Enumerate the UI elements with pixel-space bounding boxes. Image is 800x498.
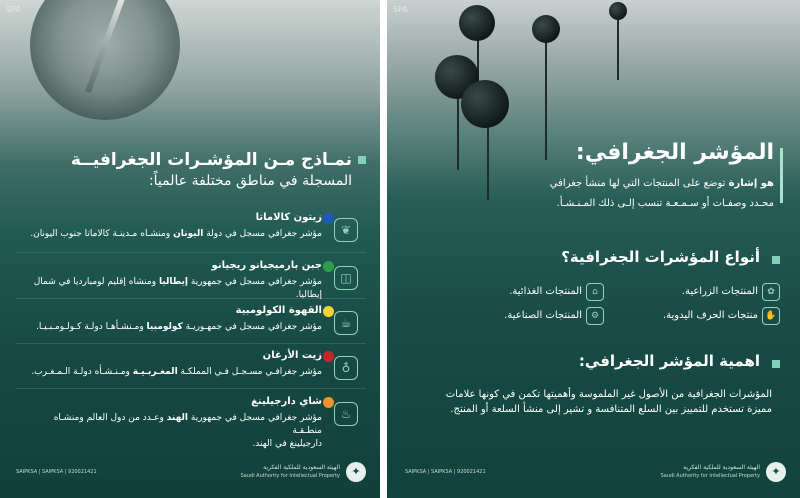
item-desc: مؤشر جغرافي مسجل في جمهورية إيطاليا ومنشاه إقليم لومبارديا في شمال إيطاليا.: [33, 277, 322, 300]
importance-line-2: مميزة تستخدم للتمييز بين السلع المتنافسة و تشير إلى منشأ السلعة أو المنتج.: [450, 404, 772, 415]
saip-logo-icon: ✦: [766, 462, 786, 482]
divider: [16, 298, 366, 299]
importance-title: اهمية المؤشر الجغرافي:: [578, 352, 760, 370]
item-desc: مؤشر جغرافي مسجل في دولة اليونان ومنشـاه مـدينـة كالاماتا جنوب اليونان.: [30, 229, 322, 239]
india-flag-icon: [323, 397, 334, 408]
item-desc: مؤشر جغرافي مسجل في جمهورية الهند وعـدد من دول العالم ومنشـاه منطـقـة دارجيلينغ في الهند.: [53, 413, 322, 449]
org-name-ar: الهيئة السعودية للملكية الفكرية: [263, 464, 340, 471]
right-title: المؤشر الجغرافي:: [575, 140, 774, 165]
coffee-icon: ☕: [334, 311, 358, 335]
right-infographic: [387, 0, 800, 498]
social-handles: SAIPKSA | SAIPKSA | 920021421: [405, 469, 486, 475]
item-name: القهوة الكولومبية: [235, 305, 322, 316]
item-name: زيتون كالاماتا: [255, 212, 322, 223]
importance-line-1: المؤشرات الجغرافية من الأصول غير الملموسة وأهميتها تكمن في كونها علامات: [445, 389, 772, 400]
item-name: زيت الأرغان: [262, 350, 322, 361]
item-desc: مؤشر جغرافي مسجل في جمهـوريـة كولومبيا ومـنشـأهـا دولـة كـولـومـبـيـا.: [35, 322, 322, 332]
greece-flag-icon: [323, 213, 334, 224]
types-title: أنواع المؤشرات الجغرافية؟: [561, 248, 760, 266]
definition-line-2: محـدد وصفـات أو سـمـعـة تنسب إلـى ذلك المـنـشـأ.: [556, 198, 774, 209]
item-name: شاي دارجيلينغ: [251, 396, 322, 407]
title-bullet: [358, 156, 366, 164]
left-infographic: [0, 0, 380, 498]
divider: [16, 343, 366, 344]
tea-icon: ♨: [334, 402, 358, 426]
type-industrial: المنتجات الصناعية.: [504, 310, 582, 321]
industry-icon: ⚙: [586, 307, 604, 325]
divider: [16, 388, 366, 389]
colombia-flag-icon: [323, 306, 334, 317]
left-subtitle: المسجلة في مناطق مختلفة عالمياً:: [148, 173, 352, 189]
title-accent-bar: [780, 148, 783, 203]
social-handles: SAIPKSA | SAIPKSA | 920021421: [16, 469, 97, 475]
handicraft-icon: ✋: [762, 307, 780, 325]
spa-logo: SPA: [393, 5, 408, 14]
org-name-en: Saudi Authority for Intellectual Property: [660, 473, 760, 479]
footer: [0, 462, 380, 482]
type-food: المنتجات الغذائية.: [509, 286, 582, 297]
saip-logo-icon: ✦: [346, 462, 366, 482]
spa-logo: SPA: [6, 5, 21, 14]
cheese-icon: ◫: [334, 266, 358, 290]
italy-flag-icon: [323, 261, 334, 272]
org-name-en: Saudi Authority for Intellectual Property: [240, 473, 340, 479]
agriculture-icon: ✿: [762, 283, 780, 301]
types-bullet: [772, 256, 780, 264]
footer: [387, 462, 800, 482]
definition-line-1: هو إشارة توضع على المنتجات التي لها منشأ جغرافي: [549, 178, 774, 189]
type-handicraft: منتجات الحرف اليدوية.: [662, 310, 758, 321]
divider: [16, 252, 366, 253]
morocco-flag-icon: [323, 351, 334, 362]
org-name-ar: الهيئة السعودية للملكية الفكرية: [683, 464, 760, 471]
oil-bottle-icon: ♁: [334, 356, 358, 380]
compass-image: [30, 0, 180, 120]
item-desc: مؤشر جغرافـي مسـجـل فـي المملكـة المغـربـيـة ومـنـشـأه دولـة الـمـغـرب.: [31, 367, 322, 377]
importance-bullet: [772, 360, 780, 368]
olive-icon: ❦: [334, 218, 358, 242]
type-agricultural: المنتجات الزراعية.: [681, 286, 758, 297]
item-name: جبن بارميجيانو ريجيانو: [211, 260, 322, 271]
food-icon: ⌂: [586, 283, 604, 301]
left-title: نمـاذج مـن المؤشـرات الجغرافيــة: [70, 150, 352, 170]
